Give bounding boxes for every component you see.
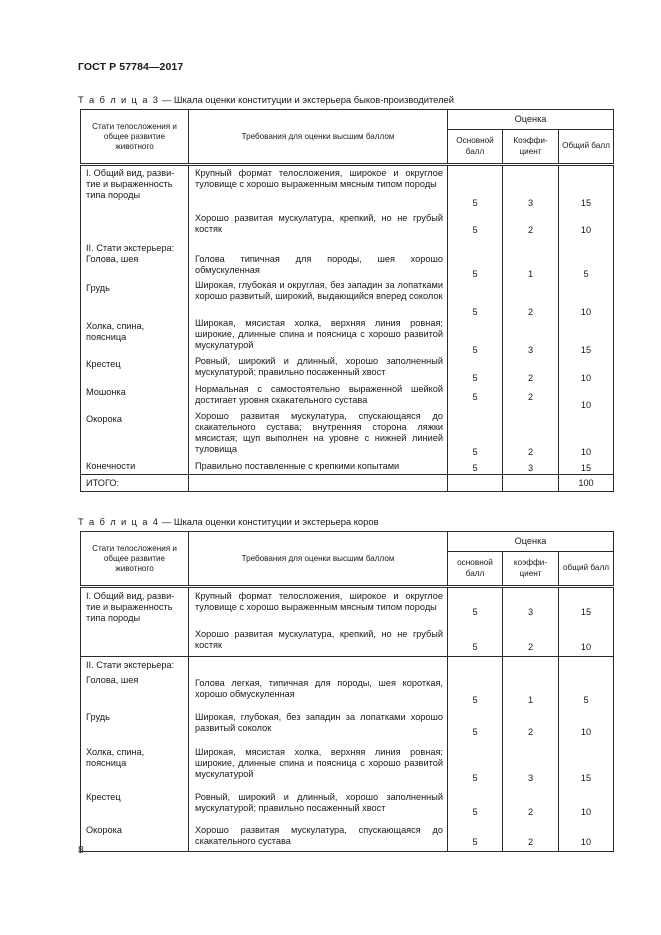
total-score-cell: 10 — [559, 210, 614, 237]
requirement-cell: Голова типичная для породы, шея хорошо обмускуленная — [189, 254, 448, 280]
total-value-cell: 100 — [559, 475, 614, 492]
total-score-cell: 15 — [559, 458, 614, 475]
table4-header-req: Требования для оценки высшим баллом — [189, 532, 448, 587]
table4-header-coef: коэффициент — [503, 552, 559, 587]
table-total-row — [81, 475, 614, 492]
table-row — [81, 744, 614, 789]
base-score-cell: 5 — [448, 318, 503, 356]
base-score-cell: 5 — [448, 744, 503, 789]
stat-cell: Мошонка — [81, 384, 189, 411]
table3-header-base: Основной балл — [448, 130, 503, 165]
table3-header-req: Требования для оценки высшим баллом — [189, 110, 448, 165]
coef-cell: 2 — [503, 210, 559, 237]
table3-header-group: Оценка — [448, 110, 614, 130]
empty-cell — [503, 475, 559, 492]
base-score-cell: 5 — [448, 709, 503, 744]
table4-caption — [78, 516, 379, 527]
base-score-cell: 5 — [448, 789, 503, 822]
base-score-cell — [448, 657, 503, 672]
requirement-cell: Широкая, мясистая холка, верхняя линия ровная; широкие, длинные спина и поясница с хорошо развитой мускулатурой — [189, 744, 448, 789]
table-row — [81, 709, 614, 744]
table3-header-stat: Стати телосложения и общее развитие животного — [81, 110, 189, 165]
empty-cell — [189, 475, 448, 492]
total-score-cell: 15 — [559, 744, 614, 789]
stat-cell: Грудь — [81, 709, 189, 744]
coef-cell: 1 — [503, 672, 559, 709]
coef-cell — [503, 237, 559, 254]
coef-cell: 2 — [503, 384, 559, 411]
stat-cell: Крестец — [81, 789, 189, 822]
section-heading-cell: II. Стати экстерьера: — [81, 237, 189, 254]
table3-header-total: Общий балл — [559, 130, 614, 165]
table4-caption-text: — Шкала оценки конституции и экстерьера коров — [159, 516, 379, 527]
base-score-cell: 5 — [448, 672, 503, 709]
coef-cell: 3 — [503, 744, 559, 789]
coef-cell: 2 — [503, 356, 559, 384]
stat-cell: Окорока — [81, 411, 189, 458]
total-score-cell — [559, 657, 614, 672]
requirement-cell: Ровный, широкий и длинный, хорошо заполненный мускулатурой; правильно посаженный хвост — [189, 356, 448, 384]
table-row — [81, 165, 614, 210]
table-row — [81, 458, 614, 475]
requirement-cell: Широкая, глубокая, без западин за лопатками хорошо развитый соколок — [189, 709, 448, 744]
requirement-cell: Нормальная с самостоятельно выраженной шейкой достигает уровня скакательного сустава — [189, 384, 448, 411]
table-row — [81, 280, 614, 318]
total-score-cell — [559, 237, 614, 254]
requirement-cell: Широкая, мясистая холка, верхняя линия ровная; широкие, длинные спина и поясница с хорошо развитой мускулатурой — [189, 318, 448, 356]
total-score-cell: 15 — [559, 318, 614, 356]
document-code: ГОСТ Р 57784—2017 — [78, 61, 184, 73]
coef-cell: 2 — [503, 411, 559, 458]
base-score-cell: 5 — [448, 356, 503, 384]
base-score-cell: 5 — [448, 411, 503, 458]
table-row — [81, 411, 614, 458]
requirement-cell: Крупный формат телосложения, широкое и округлое туловище с хорошо выраженным мясным типом породы — [189, 587, 448, 627]
requirement-cell: Голова легкая, типичная для породы, шея короткая, хорошо обмускуленная — [189, 672, 448, 709]
stat-cell: Холка, спина, поясница — [81, 744, 189, 789]
requirement-cell — [189, 237, 448, 254]
total-score-cell: 5 — [559, 254, 614, 280]
table3-caption-label: Т а б л и ц а 3 — [78, 94, 160, 105]
stat-cell — [81, 210, 189, 237]
table-row — [81, 672, 614, 709]
requirement-cell: Правильно поставленные с крепкими копытами — [189, 458, 448, 475]
table-row — [81, 627, 614, 657]
requirement-cell: Хорошо развитая мускулатура, спускающаяся до скакательного сустава — [189, 822, 448, 852]
total-score-cell: 10 — [559, 280, 614, 318]
empty-cell — [448, 475, 503, 492]
coef-cell: 2 — [503, 822, 559, 852]
requirement-cell: Крупный формат телосложения, широкое и округлое туловище с хорошо выраженным мясным типом породы — [189, 165, 448, 210]
requirement-cell: Хорошо развитая мускулатура, крепкий, но не грубый костяк — [189, 627, 448, 657]
table4-header-stat: Стати телосложения и общее развитие животного — [81, 532, 189, 587]
total-score-cell: 15 — [559, 587, 614, 627]
base-score-cell: 5 — [448, 627, 503, 657]
table4-header-total: общий балл — [559, 552, 614, 587]
base-score-cell: 5 — [448, 280, 503, 318]
table4-header-group: Оценка — [448, 532, 614, 552]
table3-header-coef: Коэффициент — [503, 130, 559, 165]
requirement-cell: Ровный, широкий и длинный, хорошо заполненный мускулатурой; правильно посаженный хвост — [189, 789, 448, 822]
requirement-cell: Хорошо развитая мускулатура, крепкий, но не грубый костяк — [189, 210, 448, 237]
coef-cell: 3 — [503, 165, 559, 210]
total-score-cell: 10 — [559, 411, 614, 458]
coef-cell: 3 — [503, 587, 559, 627]
total-label-cell: ИТОГО: — [81, 475, 189, 492]
total-score-cell: 10 — [559, 822, 614, 852]
total-score-cell: 10 — [559, 384, 614, 411]
base-score-cell: 5 — [448, 458, 503, 475]
base-score-cell: 5 — [448, 210, 503, 237]
table-row — [81, 789, 614, 822]
table4 — [80, 531, 614, 852]
coef-cell: 2 — [503, 789, 559, 822]
table-row — [81, 318, 614, 356]
stat-cell: Голова, шея — [81, 254, 189, 280]
total-score-cell: 5 — [559, 672, 614, 709]
table-row — [81, 384, 614, 411]
stat-cell: I. Общий вид, развитие и выраженность типа породы — [81, 165, 189, 210]
coef-cell — [503, 657, 559, 672]
coef-cell: 2 — [503, 627, 559, 657]
page-number: 8 — [78, 844, 84, 856]
coef-cell: 1 — [503, 254, 559, 280]
stat-cell: Голова, шея — [81, 672, 189, 709]
requirement-cell — [189, 657, 448, 672]
table-row — [81, 237, 614, 254]
base-score-cell: 5 — [448, 384, 503, 411]
table-row — [81, 657, 614, 672]
table-row — [81, 210, 614, 237]
total-score-cell: 10 — [559, 356, 614, 384]
table-row — [81, 587, 614, 627]
stat-cell: I. Общий вид, развитие и выраженность типа породы — [81, 587, 189, 627]
stat-cell: Окорока — [81, 822, 189, 852]
base-score-cell: 5 — [448, 165, 503, 210]
coef-cell: 2 — [503, 280, 559, 318]
total-score-cell: 10 — [559, 709, 614, 744]
table-row — [81, 356, 614, 384]
total-score-cell: 15 — [559, 165, 614, 210]
requirement-cell: Хорошо развитая мускулатура, спускающаяся до скакательного сустава; внутренняя сторона ляжки мясистая; щуп выполнен на уровне с нижней линией туловища — [189, 411, 448, 458]
stat-cell: Конечности — [81, 458, 189, 475]
stat-cell: Грудь — [81, 280, 189, 318]
base-score-cell: 5 — [448, 254, 503, 280]
stat-cell — [81, 627, 189, 657]
stat-cell: Холка, спина, поясница — [81, 318, 189, 356]
total-score-cell: 10 — [559, 627, 614, 657]
base-score-cell: 5 — [448, 822, 503, 852]
table3 — [80, 109, 614, 492]
total-score-cell: 10 — [559, 789, 614, 822]
table-row — [81, 254, 614, 280]
table3-caption — [78, 94, 454, 105]
table4-caption-label: Т а б л и ц а 4 — [78, 516, 160, 527]
requirement-cell: Широкая, глубокая и округлая, без западин за лопатками хорошо развитый, широкий, выдающийся вперед соколок — [189, 280, 448, 318]
coef-cell: 2 — [503, 709, 559, 744]
table-row — [81, 822, 614, 852]
base-score-cell — [448, 237, 503, 254]
table4-header-base: основной балл — [448, 552, 503, 587]
coef-cell: 3 — [503, 458, 559, 475]
coef-cell: 3 — [503, 318, 559, 356]
stat-cell: Крестец — [81, 356, 189, 384]
section-heading-cell: II. Стати экстерьера: — [81, 657, 189, 672]
table3-caption-text: — Шкала оценки конституции и экстерьера быков-производителей — [159, 94, 455, 105]
base-score-cell: 5 — [448, 587, 503, 627]
